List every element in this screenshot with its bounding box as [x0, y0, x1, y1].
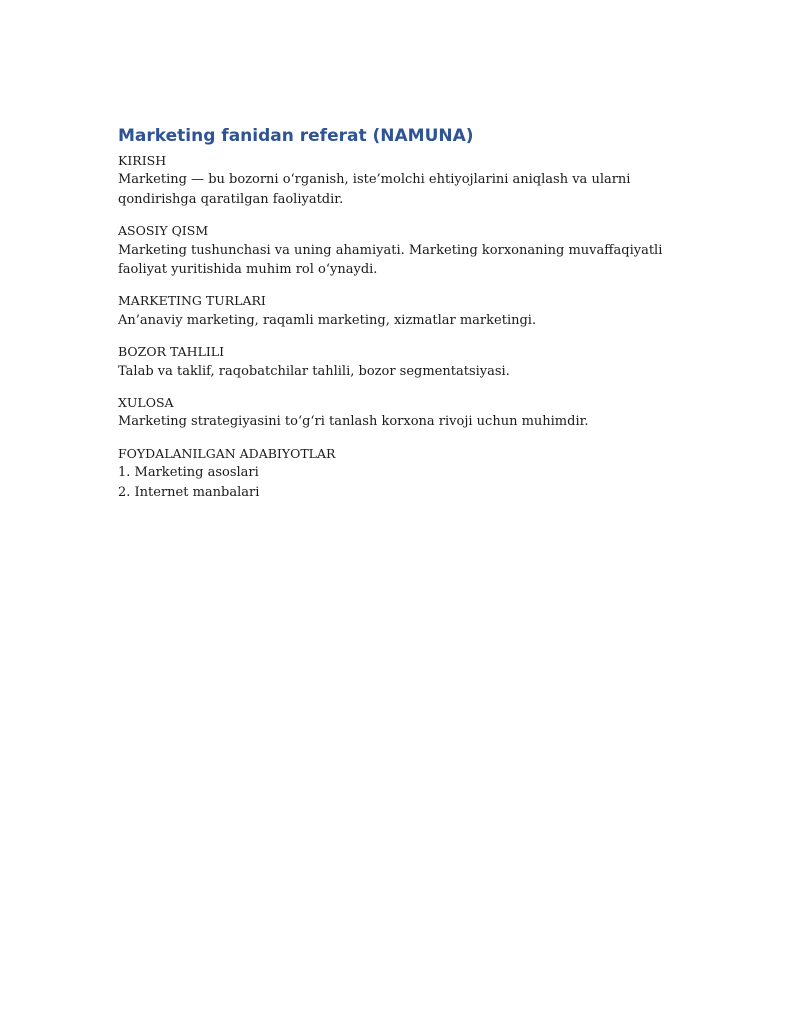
section-introduction: [118, 151, 698, 209]
document-title: Marketing fanidan referat (NAMUNA): [118, 126, 474, 146]
section-heading: ASOSIY QISM: [118, 223, 209, 239]
section-main-part: [118, 221, 698, 279]
section-references: [118, 444, 698, 502]
section-conclusion: [118, 393, 698, 432]
section-heading: KIRISH: [118, 153, 167, 168]
section-text: Talab va taklif, raqobatchilar tahlili, bozor segmentatsiyasi.: [118, 363, 510, 379]
document-page: [118, 124, 698, 514]
references-list: [118, 463, 698, 502]
references-heading: FOYDALANILGAN ADABIYOTLAR: [118, 445, 336, 461]
section-heading: MARKETING TURLARI: [118, 293, 266, 309]
section-heading: XULOSA: [118, 395, 174, 411]
section-text: Marketing tushunchasi va uning ahamiyati. Marketing korxonaning muvaffaqiyatli faoliyat yuritishida muhim rol o‘ynaydi.: [118, 242, 663, 278]
section-text: Marketing strategiyasini to‘g‘ri tanlash korxona rivoji uchun muhimdir.: [118, 414, 589, 430]
section-text: An’anaviy marketing, raqamli marketing, xizmatlar marketingi.: [118, 312, 537, 328]
section-text: Marketing — bu bozorni o‘rganish, iste’molchi ehtiyojlarini aniqlash va ularni qondirishga qaratilgan faoliyatdir.: [118, 172, 631, 207]
section-heading: BOZOR TAHLILI: [118, 344, 225, 360]
reference-item: 2. Internet manbalari: [118, 484, 260, 500]
section-market-analysis: [118, 342, 698, 381]
section-marketing-types: [118, 291, 698, 330]
reference-item: 1. Marketing asoslari: [118, 465, 259, 481]
